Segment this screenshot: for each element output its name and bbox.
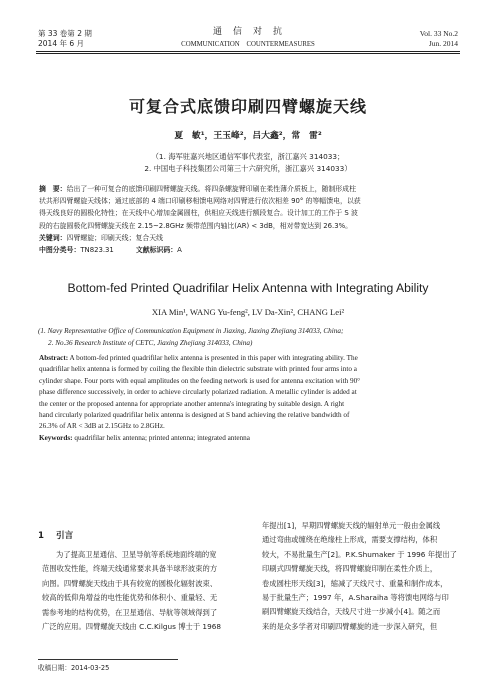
body-line: 向图。四臂螺旋天线由于具有较宽的圆极化辐射波束、 bbox=[42, 578, 218, 588]
body-line: 卷成圆柱形天线[3]，缩减了天线尺寸、重量和制作成本， bbox=[262, 578, 448, 588]
body-line: 刷四臂螺旋天线结合，天线尺寸进一步减小[4]。随之而 bbox=[262, 607, 441, 617]
keywords-en: quadrifilar helix antenna; printed antenna; integrated antenna bbox=[72, 433, 250, 442]
document-code: A bbox=[177, 246, 182, 255]
affiliation-cn-1: （1. 海军驻嘉兴地区通信军事代表室，浙江嘉兴 314033； bbox=[151, 152, 345, 161]
body-line: 印刷式四臂螺旋天线，将四臂螺旋印制在柔性介质上， bbox=[262, 564, 438, 574]
header-rule-top bbox=[36, 51, 460, 52]
keywords-en-label: Keywords: bbox=[39, 433, 73, 442]
abstract-en-line: cylinder shape. Four ports with equal amplitudes on the feeding network is used for antenna excitation with 90° bbox=[39, 376, 361, 385]
body-column-left bbox=[42, 548, 221, 634]
affiliation-en-2: 2. No.36 Research Institute of CETC, Jiaxing Zhejiang 314033, China) bbox=[48, 339, 253, 347]
abstract-en-label: Abstract: bbox=[39, 354, 69, 362]
abstract-en bbox=[39, 353, 360, 444]
abstract-cn-line: 得天线良好的圆极化特性；在天线中心增加金属圆柱，供相应天线进行额段复合。设计加工的工作于 S 波 bbox=[39, 209, 358, 218]
abstract-cn-line: 段的右旋圆极化四臂螺旋天线在 2.15~2.8GHz 频带范围内轴比(AR) < 3dB，相对带宽达到 26.3%。 bbox=[39, 221, 353, 230]
abstract-cn-line: 状共形四臂螺旋天线体；通过底部的 4 端口印刷移相馈电网络对四臂进行依次相差 90° 的等幅馈电，以获 bbox=[39, 197, 361, 206]
authors-en: XIA Min¹, WANG Yu-feng², LV Da-Xin², CHANG Lei² bbox=[151, 307, 345, 317]
body-line: 来的是众多学者对印刷四臂螺旋的进一步深入研究，但 bbox=[262, 621, 438, 631]
body-line: 较大，不易批量生产[2]。P.K.Shumaker 于 1996 年提出了 bbox=[262, 549, 457, 559]
received-date: 收稿日期：2014-03-25 bbox=[38, 664, 110, 672]
keywords-cn: 四臂螺旋；印刷天线；复合天线 bbox=[66, 233, 164, 242]
affiliations-en bbox=[38, 325, 458, 349]
section-number: 1 bbox=[38, 531, 44, 541]
volume-issue-en: Vol. 33 No.2 bbox=[419, 29, 458, 38]
paper-title-cn: 可复合式底馈印刷四臂螺旋天线 bbox=[128, 97, 367, 116]
body-line: 需参考地的结构优势，在卫星通信、导航等领域得到了 bbox=[42, 607, 218, 617]
affiliations-cn bbox=[36, 151, 460, 175]
body-line: 易于批量生产；1997 年，A.Sharaiha 等将馈电网络与印 bbox=[262, 593, 449, 603]
body-line: 为了提高卫星通信、卫星导航等系统地面终端的宽 bbox=[56, 550, 217, 559]
date-cn: 2014 年 6 月 bbox=[38, 39, 85, 48]
abstract-en-line: quadrifilar helix antenna is formed by coiling the flexible thin dielectric substrate with printed four arms into a bbox=[39, 365, 357, 374]
footnote-rule bbox=[38, 659, 178, 660]
abstract-en-line: phase difference successively, in order to achieve circularly polarized radiation. A metallic cylinder is added at bbox=[39, 388, 357, 397]
abstract-en-line: hand circularly polarized quadrifilar helix antenna is designed at S band achieving the relative bandwidth of bbox=[39, 411, 350, 420]
abstract-cn-label: 摘 要： bbox=[39, 185, 67, 193]
abstract-en-line: the center or the proposed antenna for appropriate another antenna's integrating by suitable design. A right bbox=[39, 399, 345, 408]
classification-code: TN823.31 bbox=[80, 246, 114, 255]
classification-label: 中图分类号： bbox=[39, 246, 81, 255]
affiliation-en-1: (1. Navy Representative Office of Communication Equipment in Jiaxing, Jiaxing Zhejiang 314033, China; bbox=[38, 327, 344, 335]
journal-title-en: COMMUNICATION COUNTERMEASURES bbox=[181, 41, 315, 48]
journal-title-cn: 通 信 对 抗 bbox=[212, 27, 283, 37]
header-rule-bottom bbox=[36, 53, 460, 54]
section-heading bbox=[38, 529, 73, 541]
document-code-label: 文献标识码： bbox=[135, 246, 178, 255]
body-line: 通过弯曲或缠绕在绝缘柱上形成，需要支撑结构，体积 bbox=[262, 535, 438, 545]
body-line: 较高的低仰角增益的电性能优势和体积小、重量轻、无 bbox=[42, 593, 218, 603]
body-column-right bbox=[262, 519, 457, 634]
keywords-cn-label: 关键词： bbox=[39, 233, 67, 242]
date-en: Jun. 2014 bbox=[428, 39, 458, 48]
affiliation-cn-2: 2. 中国电子科技集团公司第三十六研究所，浙江嘉兴 314033） bbox=[144, 164, 352, 173]
section-title: 引言 bbox=[55, 531, 74, 541]
authors-cn: 夏 敏¹，王玉峰²，吕大鑫²，常 雷² bbox=[174, 131, 322, 141]
body-line: 年提出[1]，早期四臂螺旋天线的辐射单元一般由金属线 bbox=[262, 521, 441, 530]
abstract-cn-line: 给出了一种可复合的底馈印刷四臂螺旋天线。将四条螺旋臂印刷在柔性薄介质板上，随制形成柱 bbox=[66, 185, 356, 193]
abstract-en-line: A bottom-fed printed quadrifilar helix antenna is presented in this paper with integrating ability. The bbox=[68, 354, 358, 362]
volume-issue-cn: 第 33 卷第 2 期 bbox=[38, 29, 92, 38]
body-line: 广泛的应用。四臂螺旋天线由 C.C.Kilgus 博士于 1968 bbox=[42, 622, 222, 632]
abstract-cn bbox=[39, 183, 361, 256]
body-line: 范围收发性能，终端天线通常要求具备半球形波束的方 bbox=[42, 564, 218, 574]
paper-title-en: Bottom-fed Printed Quadrifilar Helix Antenna with Integrating Ability bbox=[67, 281, 429, 295]
abstract-en-line: 26.3% of AR < 3dB at 2.15GHz to 2.8GHz. bbox=[39, 422, 165, 431]
